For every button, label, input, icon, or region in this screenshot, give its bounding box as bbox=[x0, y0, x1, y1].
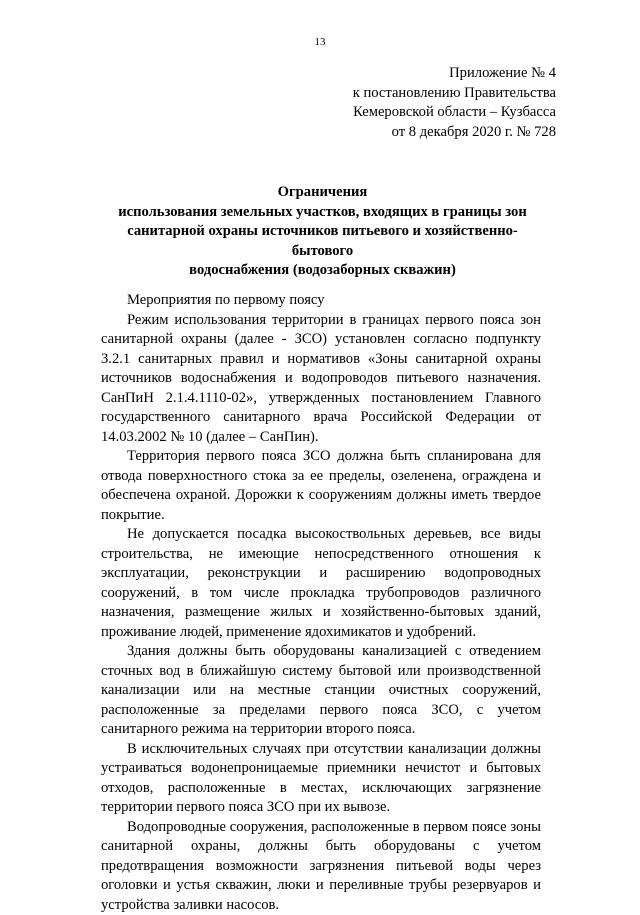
paragraph: Не допускается посадка высокоствольных деревьев, все виды строительства, не имеющие непосредственного отношения к эксплуатации, реконструкции и расширению водопроводных сооружений, в том числе прокладка трубопроводов различного назначения, размещение жилых и хозяйственно-бытовых зданий, проживание людей, применение ядохимикатов и удобрений. bbox=[101, 525, 541, 642]
paragraph: Территория первого пояса ЗСО должна быть спланирована для отвода поверхностного стока за ее пределы, озеленена, ограждена и обеспечена охраной. Дорожки к сооружениям должны иметь твердое покрытие. bbox=[101, 447, 541, 525]
title-line: санитарной охраны источников питьевого и хозяйственно-бытового bbox=[100, 222, 545, 261]
title-line: водоснабжения (водозаборных скважин) bbox=[100, 261, 545, 281]
paragraph: Здания должны быть оборудованы канализацией с отведением сточных вод в ближайшую систему бытовой или производственной канализации или на местные станции очистных сооружений, расположенные за пределами первого пояса ЗСО, с учетом санитарного режима на территории второго пояса. bbox=[101, 642, 541, 740]
appendix-line: Приложение № 4 bbox=[276, 64, 556, 84]
appendix-header bbox=[276, 64, 556, 142]
appendix-line: от 8 декабря 2020 г. № 728 bbox=[276, 123, 556, 143]
appendix-line: к постановлению Правительства bbox=[276, 84, 556, 104]
paragraph: Режим использования территории в границах первого пояса зон санитарной охраны (далее - ЗСО) установлен согласно подпункту 3.2.1 санитарных правил и нормативов «Зоны санитарной охраны источников водоснабжения и водопроводов питьевого назначения. СанПиН 2.1.4.1110-02», утвержденных постановлением Главного государственного санитарного врача Российской Федерации от 14.03.2002 № 10 (далее – СанПин). bbox=[101, 311, 541, 448]
document-title bbox=[100, 183, 545, 281]
paragraph: В исключительных случаях при отсутствии канализации должны устраиваться водонепроницаемые приемники нечистот и бытовых отходов, расположенные в местах, исключающих загрязнение территории первого пояса ЗСО при их вывозе. bbox=[101, 740, 541, 818]
appendix-line: Кемеровской области – Кузбасса bbox=[276, 103, 556, 123]
paragraph: Водопроводные сооружения, расположенные в первом поясе зоны санитарной охраны, должны быть оборудованы с учетом предотвращения возможности загрязнения питьевой воды через оголовки и устья скважин, люки и переливные трубы резервуаров и устройства заливки насосов. bbox=[101, 818, 541, 915]
title-line: Ограничения bbox=[100, 183, 545, 203]
section-heading: Мероприятия по первому поясу bbox=[101, 291, 541, 311]
body-text bbox=[101, 291, 541, 915]
title-line: использования земельных участков, входящих в границы зон bbox=[100, 203, 545, 223]
page-number: 13 bbox=[0, 36, 640, 48]
